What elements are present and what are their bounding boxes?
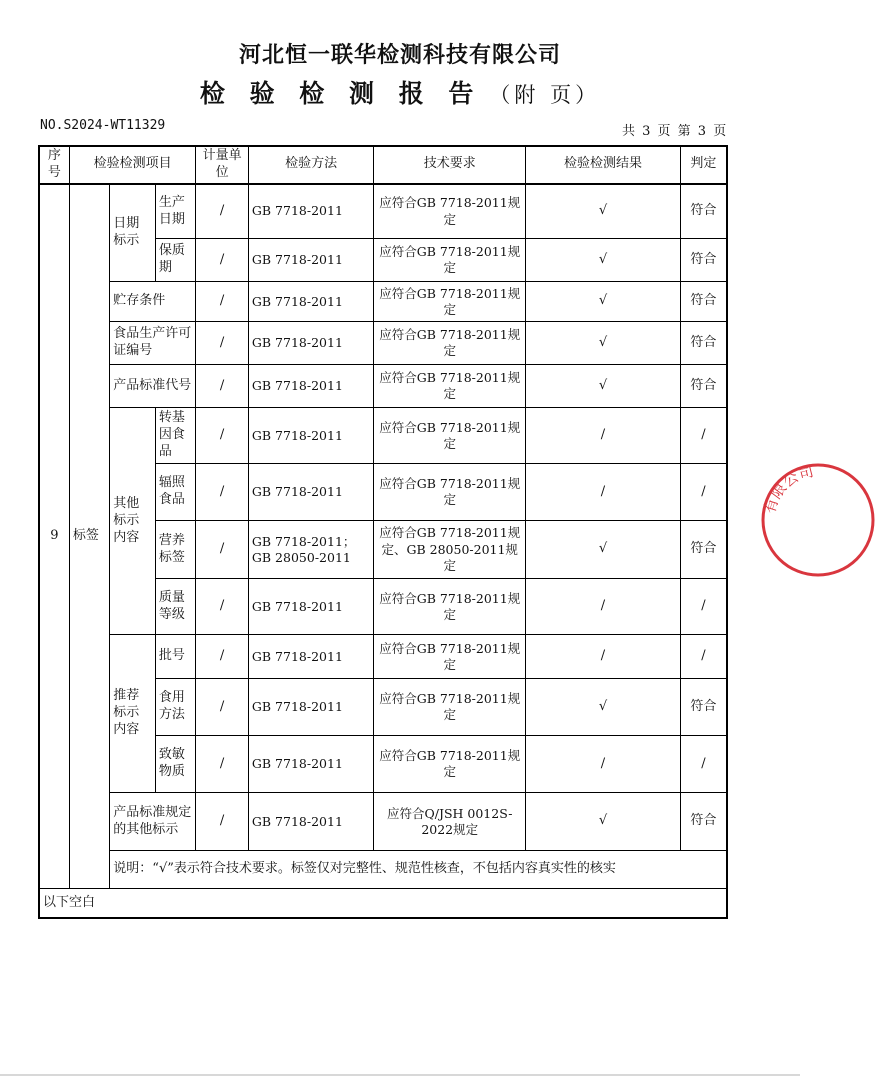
unit-cell: /	[196, 282, 249, 322]
unit-cell: /	[196, 736, 249, 793]
method-cell: GB 7718-2011	[248, 322, 373, 365]
blank-note: 以下空白	[39, 889, 727, 918]
item-name: 产品标准规定的其他标示	[110, 793, 196, 851]
unit-cell: /	[196, 579, 249, 635]
requirement-cell: 应符合GB 7718-2011规定	[374, 184, 526, 239]
unit-cell: /	[196, 464, 249, 521]
requirement-cell: 应符合GB 7718-2011规定	[374, 464, 526, 521]
unit-cell: /	[196, 521, 249, 579]
judgement-cell: 符合	[680, 184, 727, 239]
table-row	[39, 322, 727, 365]
table-row	[39, 282, 727, 322]
method-cell: GB 7718-2011	[248, 679, 373, 736]
requirement-cell: 应符合GB 7718-2011规定	[374, 282, 526, 322]
note-text: 说明：“√”表示符合技术要求。标签仅对完整性、规范性核查，不包括内容真实性的核实	[110, 851, 727, 889]
judgement-cell: 符合	[680, 365, 727, 408]
method-cell: GB 7718-2011	[248, 579, 373, 635]
blank-row	[39, 889, 727, 918]
table-row	[39, 408, 727, 464]
report-title-appendix: （附 页）	[489, 83, 601, 107]
header-method: 检验方法	[248, 146, 373, 184]
unit-cell: /	[196, 239, 249, 282]
table-row	[39, 635, 727, 679]
judgement-cell: 符合	[680, 521, 727, 579]
item-name: 贮存条件	[110, 282, 196, 322]
header-result: 检验检测结果	[526, 146, 681, 184]
header-judgement: 判定	[680, 146, 727, 184]
method-cell: GB 7718-2011	[248, 184, 373, 239]
header-unit: 计量单位	[196, 146, 249, 184]
requirement-cell: 应符合GB 7718-2011规定	[374, 365, 526, 408]
item-name: 质量等级	[155, 579, 196, 635]
judgement-cell: /	[680, 464, 727, 521]
judgement-cell: 符合	[680, 793, 727, 851]
result-cell: √	[526, 679, 681, 736]
method-cell: GB 7718-2011	[248, 365, 373, 408]
method-cell: GB 7718-2011	[248, 239, 373, 282]
method-cell: GB 7718-2011	[248, 464, 373, 521]
result-cell: √	[526, 282, 681, 322]
table-row	[39, 184, 727, 239]
requirement-cell: 应符合GB 7718-2011规定	[374, 408, 526, 464]
header-item: 检验检测项目	[69, 146, 195, 184]
item-name: 营养标签	[155, 521, 196, 579]
item-name: 辐照食品	[155, 464, 196, 521]
page-indicator: 共 3 页 第 3 页	[622, 124, 727, 139]
unit-cell: /	[196, 635, 249, 679]
unit-cell: /	[196, 679, 249, 736]
report-number: NO.S2024-WT11329	[40, 118, 166, 133]
seq-cell: 9	[39, 184, 69, 889]
table-header-row	[39, 146, 727, 184]
report-title	[0, 74, 800, 110]
requirement-cell: 应符合GB 7718-2011规定	[374, 736, 526, 793]
method-cell: GB 7718-2011	[248, 793, 373, 851]
seal-text-path	[760, 462, 815, 516]
unit-cell: /	[196, 184, 249, 239]
requirement-cell: 应符合GB 7718-2011规定	[374, 239, 526, 282]
method-cell: GB 7718-2011	[248, 736, 373, 793]
result-cell: /	[526, 736, 681, 793]
judgement-cell: 符合	[680, 239, 727, 282]
requirement-cell: 应符合GB 7718-2011规定	[374, 679, 526, 736]
result-cell: √	[526, 322, 681, 365]
method-cell: GB 7718-2011	[248, 282, 373, 322]
report-title-main: 检 验 检 测 报 告	[199, 79, 482, 108]
table-row	[39, 365, 727, 408]
judgement-cell: 符合	[680, 322, 727, 365]
group-other: 其他标示内容	[110, 408, 156, 635]
judgement-cell: 符合	[680, 679, 727, 736]
requirement-cell: 应符合Q/JSH 0012S-2022规定	[374, 793, 526, 851]
unit-cell: /	[196, 408, 249, 464]
result-cell: √	[526, 184, 681, 239]
result-cell: √	[526, 521, 681, 579]
method-cell: GB 7718-2011	[248, 635, 373, 679]
group-recommended: 推荐标示内容	[110, 635, 156, 793]
unit-cell: /	[196, 322, 249, 365]
judgement-cell: /	[680, 635, 727, 679]
result-cell: √	[526, 239, 681, 282]
judgement-cell: 符合	[680, 282, 727, 322]
method-cell: GB 7718-2011	[248, 408, 373, 464]
unit-cell: /	[196, 793, 249, 851]
result-cell: /	[526, 408, 681, 464]
result-cell: /	[526, 635, 681, 679]
seal-text: 有限公司	[760, 461, 816, 516]
result-cell: /	[526, 464, 681, 521]
note-row	[39, 851, 727, 889]
item-name: 生产日期	[155, 184, 196, 239]
requirement-cell: 应符合GB 7718-2011规定	[374, 579, 526, 635]
category-cell: 标签	[69, 184, 109, 889]
method-cell: GB 7718-2011；GB 28050-2011	[248, 521, 373, 579]
item-name: 产品标准代号	[110, 365, 196, 408]
table-row	[39, 793, 727, 851]
judgement-cell: /	[680, 408, 727, 464]
item-name: 食用方法	[155, 679, 196, 736]
header-requirement: 技术要求	[374, 146, 526, 184]
page-bottom-divider	[0, 1074, 800, 1076]
requirement-cell: 应符合GB 7718-2011规定	[374, 635, 526, 679]
item-name: 转基因食品	[155, 408, 196, 464]
company-name: 河北恒一联华检测科技有限公司	[238, 43, 561, 68]
item-name: 批号	[155, 635, 196, 679]
unit-cell: /	[196, 365, 249, 408]
requirement-cell: 应符合GB 7718-2011规定、GB 28050-2011规定	[374, 521, 526, 579]
result-cell: √	[526, 793, 681, 851]
company-seal	[758, 460, 878, 580]
header-seq: 序号	[39, 146, 69, 184]
item-name: 食品生产许可证编号	[110, 322, 196, 365]
inspection-table	[38, 145, 728, 919]
result-cell: √	[526, 365, 681, 408]
judgement-cell: /	[680, 736, 727, 793]
item-name: 保质期	[155, 239, 196, 282]
requirement-cell: 应符合GB 7718-2011规定	[374, 322, 526, 365]
group-date: 日期标示	[110, 184, 156, 282]
item-name: 致敏物质	[155, 736, 196, 793]
judgement-cell: /	[680, 579, 727, 635]
seal-ring	[763, 465, 873, 575]
result-cell: /	[526, 579, 681, 635]
